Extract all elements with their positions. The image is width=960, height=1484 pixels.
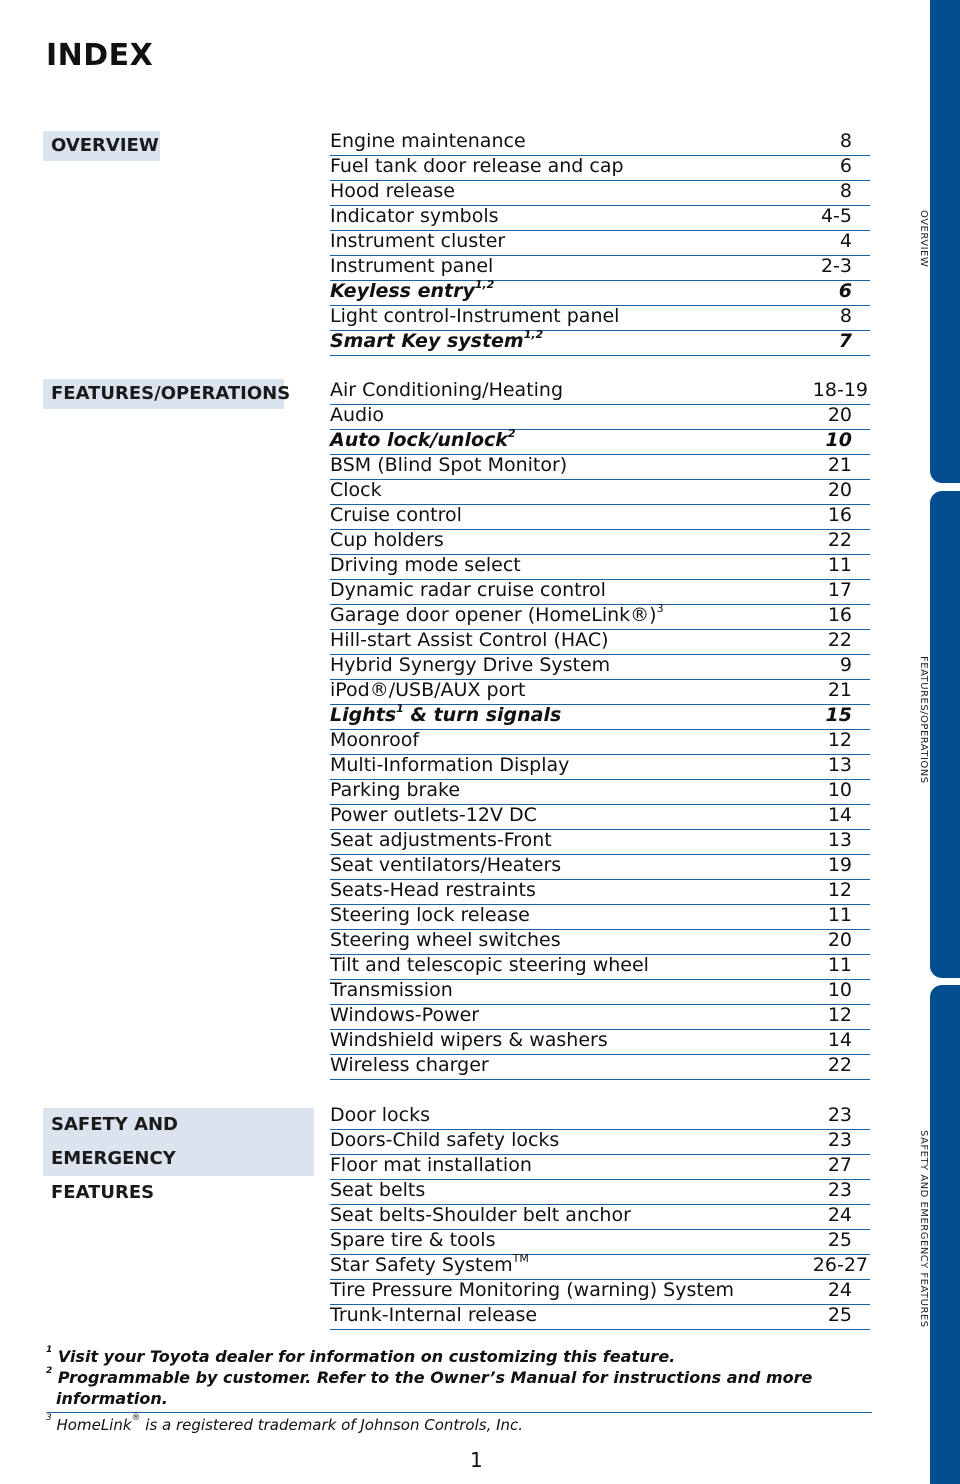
index-entry-label: Steering lock release xyxy=(330,904,530,926)
footnote-2: $^2$ Programmable by customer. Refer to the Owner’s Manual for instructions and more information. xyxy=(46,1365,813,1408)
index-entry-label: Light control-Instrument panel xyxy=(330,305,620,327)
index-entry[interactable] xyxy=(330,256,870,281)
index-entry-page: 14 xyxy=(827,1029,852,1051)
index-entry-label: Moonroof xyxy=(330,729,420,751)
index-entry-page: 2-3 xyxy=(820,255,852,277)
section-label-features-operations: FEATURES/OPERATIONS xyxy=(43,379,284,409)
index-entry[interactable] xyxy=(330,380,870,405)
index-entry-label: Door locks xyxy=(330,1104,430,1126)
index-entry-page: 25 xyxy=(827,1304,852,1326)
index-entry-label: BSM (Blind Spot Monitor) xyxy=(330,454,568,476)
section-label-safety-emergency xyxy=(43,1108,314,1203)
index-entry-page: 22 xyxy=(827,529,852,551)
index-entry[interactable] xyxy=(330,1251,870,1280)
index-entry-page: 10 xyxy=(827,779,852,801)
index-entry-label: Smart Key system$^{1,2}$ xyxy=(330,327,544,352)
index-entry[interactable] xyxy=(330,655,870,680)
index-entry-label: Trunk-Internal release xyxy=(330,1304,538,1326)
index-entry-label: Power outlets-12V DC xyxy=(330,804,537,826)
index-entry-label: Instrument cluster xyxy=(330,230,506,252)
index-entry[interactable] xyxy=(330,480,870,505)
footnote-divider xyxy=(46,1412,872,1413)
index-entry-label: Parking brake xyxy=(330,779,461,801)
index-entry-page: 20 xyxy=(827,404,852,426)
index-entry-page: 24 xyxy=(827,1279,852,1301)
index-entry-label: Tire Pressure Monitoring (warning) System xyxy=(330,1279,735,1301)
index-entry-page: 9 xyxy=(839,654,852,676)
index-entry-label: Engine maintenance xyxy=(330,130,526,152)
index-entry-page: 11 xyxy=(827,554,852,576)
index-entry-page: 6 xyxy=(839,155,852,177)
index-entry[interactable] xyxy=(330,755,870,780)
index-entry-page: 23 xyxy=(827,1179,852,1201)
footnote-3: $^3$ HomeLink® is a registered trademark of Johnson Controls, Inc. xyxy=(46,1413,524,1434)
index-entry-label: Clock xyxy=(330,479,382,501)
index-entry-page: 13 xyxy=(827,829,852,851)
index-entry[interactable] xyxy=(330,277,870,306)
index-entry[interactable] xyxy=(330,601,870,630)
index-entry[interactable] xyxy=(330,327,870,356)
index-entry-label: Multi-Information Display xyxy=(330,754,570,776)
index-entry-page: 8 xyxy=(839,130,852,152)
index-entry[interactable] xyxy=(330,505,870,530)
index-entry[interactable] xyxy=(330,905,870,930)
index-entry[interactable] xyxy=(330,680,870,705)
index-entry-page: 25 xyxy=(827,1229,852,1251)
index-entry-label: iPod®/USB/AUX port xyxy=(330,679,526,701)
index-entry-label: Doors-Child safety locks xyxy=(330,1129,560,1151)
index-entry-label: Audio xyxy=(330,404,385,426)
index-entry[interactable] xyxy=(330,980,870,1005)
index-entry-label: Air Conditioning/Heating xyxy=(330,379,564,401)
index-entry-label: Transmission xyxy=(330,979,453,1001)
index-entry-label: Wireless charger xyxy=(330,1054,489,1076)
index-entry[interactable] xyxy=(330,530,870,555)
index-entry-page: 10 xyxy=(825,429,852,451)
index-entry[interactable] xyxy=(330,930,870,955)
index-entry[interactable] xyxy=(330,780,870,805)
index-entry[interactable] xyxy=(330,1305,870,1330)
index-entry-page: 19 xyxy=(827,854,852,876)
index-entry[interactable] xyxy=(330,730,870,755)
index-entry-page: 10 xyxy=(827,979,852,1001)
index-entry-page: 12 xyxy=(827,1004,852,1026)
index-entry-label: Tilt and telescopic steering wheel xyxy=(330,954,649,976)
index-entry-label: Spare tire & tools xyxy=(330,1229,496,1251)
index-entry-label: Seats-Head restraints xyxy=(330,879,536,901)
index-entry-page: 4 xyxy=(839,230,852,252)
index-entry-page: 22 xyxy=(827,629,852,651)
index-entry-label: Keyless entry$^{1,2}$ xyxy=(330,277,495,302)
index-entry[interactable] xyxy=(330,805,870,830)
index-entry-page: 21 xyxy=(827,454,852,476)
index-entry[interactable] xyxy=(330,701,870,730)
index-entry-page: 8 xyxy=(839,180,852,202)
index-entry-label: Indicator symbols xyxy=(330,205,499,227)
index-entry[interactable] xyxy=(330,1155,870,1180)
index-entry-page: 22 xyxy=(827,1054,852,1076)
overview-list xyxy=(330,131,870,356)
index-entry-page: 16 xyxy=(827,604,852,626)
section-label-overview: OVERVIEW xyxy=(43,131,160,161)
side-tab-overview[interactable] xyxy=(930,0,960,483)
index-entry[interactable] xyxy=(330,830,870,855)
index-entry-page: 20 xyxy=(827,929,852,951)
index-entry-page: 4-5 xyxy=(820,205,852,227)
index-entry-label: Dynamic radar cruise control xyxy=(330,579,606,601)
index-entry-page: 27 xyxy=(827,1154,852,1176)
index-entry-label: Lights$^1$ & turn signals xyxy=(330,701,562,726)
index-entry[interactable] xyxy=(330,1030,870,1055)
index-entry[interactable] xyxy=(330,1130,870,1155)
index-entry-label: Cruise control xyxy=(330,504,462,526)
index-entry[interactable] xyxy=(330,855,870,880)
side-tab-safety-emergency[interactable] xyxy=(930,985,960,1484)
index-entry-label: Seat belts-Shoulder belt anchor xyxy=(330,1204,631,1226)
index-entry[interactable] xyxy=(330,405,870,430)
features-operations-list xyxy=(330,380,870,1080)
index-entry-label: Windshield wipers & washers xyxy=(330,1029,608,1051)
index-entry[interactable] xyxy=(330,231,870,256)
index-entry-page: 8 xyxy=(839,305,852,327)
index-entry[interactable] xyxy=(330,426,870,455)
page-number: 1 xyxy=(470,1448,483,1472)
index-entry-label: Steering wheel switches xyxy=(330,929,561,951)
index-entry-label: Instrument panel xyxy=(330,255,494,277)
index-entry-label: Seat ventilators/Heaters xyxy=(330,854,562,876)
index-entry[interactable] xyxy=(330,1205,870,1230)
index-entry-page: 11 xyxy=(827,904,852,926)
index-entry-label: Floor mat installation xyxy=(330,1154,532,1176)
footnote-1: $^1$ Visit your Toyota dealer for information on customizing this feature. xyxy=(46,1344,676,1366)
section-label-line1: SAFETY AND EMERGENCY xyxy=(51,1114,179,1169)
index-entry[interactable] xyxy=(330,181,870,206)
index-entry[interactable] xyxy=(330,1005,870,1030)
index-entry-page: 24 xyxy=(827,1204,852,1226)
index-entry-label: Seat adjustments-Front xyxy=(330,829,552,851)
index-entry[interactable] xyxy=(330,580,870,605)
index-entry-page: 12 xyxy=(827,729,852,751)
index-entry[interactable] xyxy=(330,955,870,980)
index-entry-label: Fuel tank door release and cap xyxy=(330,155,624,177)
index-entry[interactable] xyxy=(330,455,870,480)
index-entry-label: Star Safety System™ xyxy=(330,1251,529,1276)
safety-emergency-list xyxy=(330,1105,870,1330)
index-entry-page: 14 xyxy=(827,804,852,826)
index-entry-page: 11 xyxy=(827,954,852,976)
index-entry[interactable] xyxy=(330,630,870,655)
index-entry-label: Cup holders xyxy=(330,529,444,551)
index-entry[interactable] xyxy=(330,1055,870,1080)
index-entry-label: Hybrid Synergy Drive System xyxy=(330,654,611,676)
index-entry-label: Seat belts xyxy=(330,1179,426,1201)
index-entry-page: 15 xyxy=(825,704,852,726)
index-entry[interactable] xyxy=(330,880,870,905)
index-entry-label: Driving mode select xyxy=(330,554,521,576)
index-entry-page: 23 xyxy=(827,1104,852,1126)
index-entry-label: Auto lock/unlock$^2$ xyxy=(330,426,516,451)
index-entry[interactable] xyxy=(330,306,870,331)
index-entry-page: 16 xyxy=(827,504,852,526)
section-label-line2: FEATURES xyxy=(51,1182,155,1203)
index-entry[interactable] xyxy=(330,206,870,231)
page-title: INDEX xyxy=(46,38,154,73)
index-entry-page: 26-27 xyxy=(812,1254,868,1276)
index-entry-label: Hood release xyxy=(330,180,455,202)
index-entry-page: 7 xyxy=(838,330,852,352)
footnotes xyxy=(46,1346,876,1409)
side-label-overview: OVERVIEW xyxy=(918,210,929,268)
side-tab-features-operations[interactable] xyxy=(930,491,960,978)
index-entry-page: 17 xyxy=(827,579,852,601)
index-entry-page: 20 xyxy=(827,479,852,501)
index-entry-label: Windows-Power xyxy=(330,1004,480,1026)
side-label-safety-emergency: SAFETY AND EMERGENCY FEATURES xyxy=(918,1130,929,1328)
index-entry-page: 13 xyxy=(827,754,852,776)
index-entry[interactable] xyxy=(330,1230,870,1255)
index-entry[interactable] xyxy=(330,131,870,156)
index-entry-page: 18-19 xyxy=(812,379,868,401)
index-entry[interactable] xyxy=(330,1105,870,1130)
index-entry-page: 12 xyxy=(827,879,852,901)
index-entry[interactable] xyxy=(330,1180,870,1205)
index-entry[interactable] xyxy=(330,1280,870,1305)
index-entry-page: 21 xyxy=(827,679,852,701)
index-entry-page: 6 xyxy=(838,280,852,302)
index-entry-page: 23 xyxy=(827,1129,852,1151)
index-entry[interactable] xyxy=(330,555,870,580)
index-entry-label: Hill-start Assist Control (HAC) xyxy=(330,629,609,651)
index-entry-label: Garage door opener (HomeLink®)$^3$ xyxy=(330,601,664,626)
side-label-features-operations: FEATURES/OPERATIONS xyxy=(918,656,929,784)
index-entry[interactable] xyxy=(330,156,870,181)
